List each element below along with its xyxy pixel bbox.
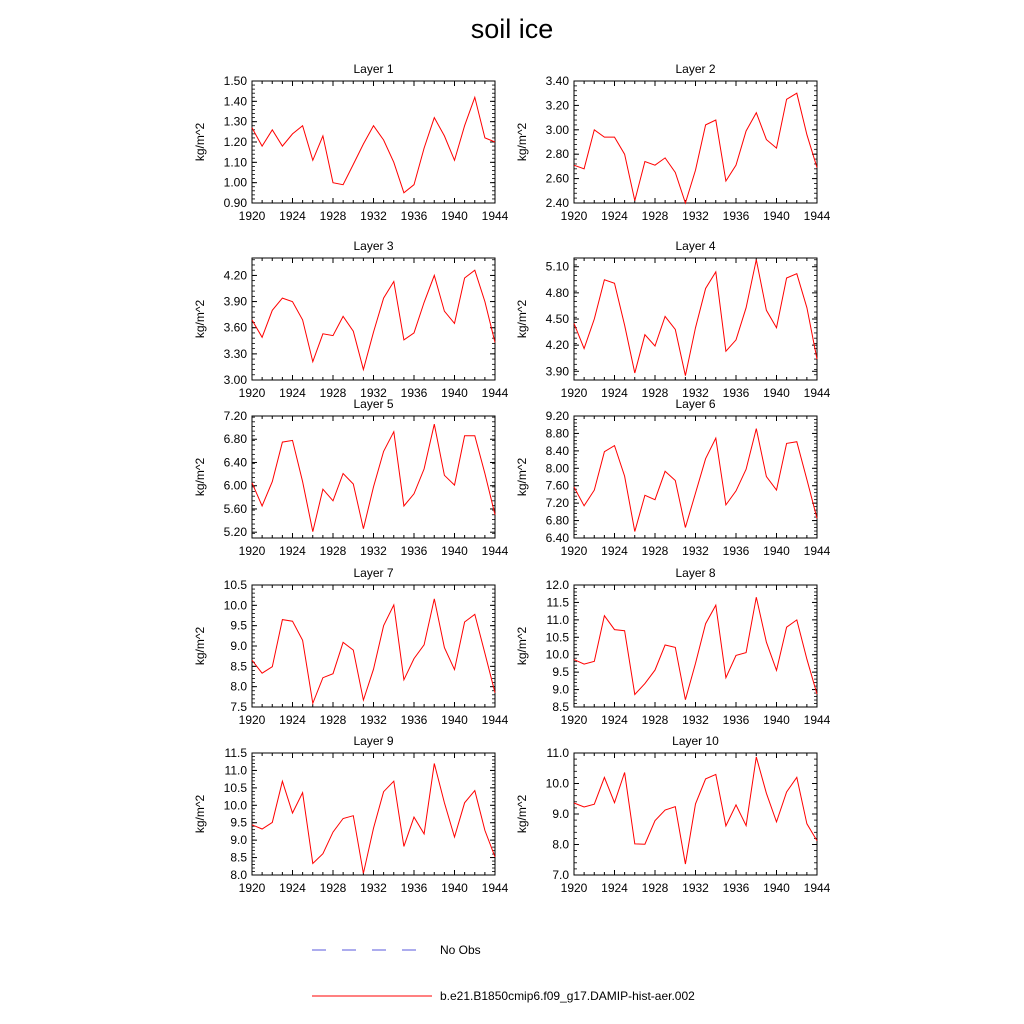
y-tick-label: 1.00 [223, 175, 247, 190]
x-tick-label: 1944 [803, 544, 831, 558]
panel-2 [515, 62, 831, 223]
x-tick-label: 1932 [360, 386, 387, 400]
x-tick-label: 1924 [279, 713, 306, 727]
panel-title: Layer 3 [353, 239, 394, 253]
y-tick-label: 3.00 [223, 373, 247, 387]
x-tick-label: 1920 [560, 713, 588, 727]
y-tick-label: 11.5 [224, 746, 247, 760]
legend-label-model: b.e21.B1850cmip6.f09_g17.DAMIP-hist-aer.002 [440, 989, 695, 1003]
y-tick-label: 7.20 [223, 409, 247, 423]
legend-label-no-obs: No Obs [440, 943, 481, 957]
y-tick-label: 3.00 [545, 122, 569, 137]
y-axis-label: kg/m^2 [193, 457, 207, 497]
plot-frame [252, 753, 495, 875]
series-line [574, 597, 817, 700]
x-tick-label: 1936 [400, 713, 428, 727]
x-tick-label: 1940 [441, 386, 468, 400]
x-tick-label: 1920 [560, 881, 588, 895]
y-tick-label: 3.40 [545, 74, 569, 88]
x-tick-label: 1940 [763, 881, 790, 895]
y-tick-label: 1.30 [223, 114, 247, 129]
x-tick-label: 1928 [641, 881, 669, 895]
x-tick-label: 1928 [319, 209, 347, 223]
panel-8 [515, 566, 831, 727]
x-tick-label: 1944 [481, 881, 509, 895]
y-tick-label: 4.20 [545, 338, 569, 353]
x-tick-label: 1920 [560, 386, 588, 400]
plot-frame [574, 416, 817, 538]
x-tick-label: 1932 [682, 386, 709, 400]
plot-frame [252, 258, 495, 380]
y-tick-label: 9.0 [230, 833, 247, 848]
y-tick-label: 8.0 [230, 679, 247, 694]
y-axis-label: kg/m^2 [193, 794, 207, 834]
panel-title: Layer 1 [353, 62, 394, 76]
x-tick-label: 1924 [601, 544, 628, 558]
y-tick-label: 10.0 [545, 647, 569, 662]
y-tick-label: 7.5 [230, 700, 247, 714]
x-tick-label: 1932 [682, 713, 709, 727]
x-tick-label: 1920 [560, 544, 588, 558]
y-tick-label: 8.80 [545, 426, 569, 441]
y-tick-label: 10.5 [223, 578, 247, 592]
y-tick-label: 1.10 [223, 155, 247, 170]
x-tick-label: 1936 [400, 386, 428, 400]
y-tick-label: 10.5 [545, 630, 569, 645]
x-tick-label: 1932 [360, 713, 387, 727]
x-tick-label: 1924 [279, 881, 306, 895]
y-tick-label: 12.0 [545, 578, 569, 592]
y-tick-label: 4.20 [223, 268, 247, 283]
series-line [574, 757, 817, 864]
y-axis-label: kg/m^2 [193, 299, 207, 339]
y-tick-label: 6.40 [223, 455, 247, 470]
y-tick-label: 9.5 [230, 618, 247, 633]
y-tick-label: 11.0 [546, 746, 569, 760]
x-tick-label: 1928 [641, 544, 669, 558]
x-tick-label: 1944 [803, 209, 831, 223]
y-tick-label: 3.90 [223, 294, 247, 309]
x-tick-label: 1928 [319, 544, 347, 558]
panel-title: Layer 10 [672, 734, 719, 748]
y-axis-label: kg/m^2 [515, 299, 529, 339]
y-tick-label: 3.20 [545, 98, 569, 113]
x-tick-label: 1928 [641, 386, 669, 400]
x-tick-label: 1928 [319, 881, 347, 895]
y-tick-label: 2.80 [545, 147, 569, 162]
plot-frame [252, 585, 495, 707]
y-tick-label: 7.60 [545, 478, 569, 493]
y-tick-label: 11.5 [546, 595, 569, 610]
plot-frame [252, 81, 495, 203]
x-tick-label: 1924 [279, 209, 306, 223]
panel-title: Layer 9 [353, 734, 394, 748]
y-tick-label: 3.60 [223, 320, 247, 335]
x-tick-label: 1940 [763, 386, 790, 400]
y-tick-label: 1.40 [223, 94, 247, 109]
y-tick-label: 7.20 [545, 496, 569, 511]
panel-5 [193, 397, 509, 558]
plot-frame [574, 753, 817, 875]
y-tick-label: 2.60 [545, 171, 569, 186]
y-tick-label: 1.50 [223, 74, 247, 88]
y-tick-label: 8.5 [230, 850, 247, 865]
x-tick-label: 1944 [803, 713, 831, 727]
x-tick-label: 1928 [641, 209, 669, 223]
x-tick-label: 1920 [560, 209, 588, 223]
panel-10 [515, 734, 831, 895]
x-tick-label: 1936 [722, 881, 750, 895]
panel-6 [515, 397, 831, 558]
x-tick-label: 1940 [441, 209, 468, 223]
x-tick-label: 1932 [360, 209, 387, 223]
y-tick-label: 11.0 [546, 612, 569, 627]
x-tick-label: 1920 [238, 209, 266, 223]
y-tick-label: 4.50 [545, 312, 569, 326]
x-tick-label: 1920 [238, 386, 266, 400]
y-axis-label: kg/m^2 [515, 457, 529, 497]
x-tick-label: 1944 [803, 386, 831, 400]
series-line [574, 260, 817, 376]
x-tick-label: 1932 [360, 881, 387, 895]
y-tick-label: 4.80 [545, 285, 569, 300]
panel-1 [193, 62, 509, 223]
y-tick-label: 8.5 [230, 659, 247, 674]
y-tick-label: 8.0 [552, 837, 569, 852]
x-tick-label: 1924 [601, 386, 628, 400]
x-tick-label: 1940 [763, 713, 790, 727]
x-tick-label: 1928 [319, 386, 347, 400]
series-line [252, 764, 495, 874]
y-tick-label: 2.40 [545, 196, 569, 210]
legend [312, 943, 695, 1003]
plot-frame [252, 416, 495, 538]
x-tick-label: 1936 [400, 544, 428, 558]
x-tick-label: 1924 [601, 713, 628, 727]
y-tick-label: 11.0 [224, 763, 247, 778]
x-tick-label: 1924 [601, 209, 628, 223]
x-tick-label: 1920 [238, 544, 266, 558]
panel-title: Layer 7 [353, 566, 394, 580]
x-tick-label: 1920 [238, 881, 266, 895]
y-axis-label: kg/m^2 [193, 626, 207, 666]
x-tick-label: 1940 [763, 209, 790, 223]
y-tick-label: 9.0 [552, 807, 569, 821]
y-tick-label: 8.0 [230, 868, 247, 882]
series-line [574, 429, 817, 532]
panel-9 [193, 734, 509, 895]
x-tick-label: 1924 [279, 544, 306, 558]
y-tick-label: 8.5 [552, 700, 569, 714]
x-tick-label: 1936 [722, 713, 750, 727]
x-tick-label: 1924 [601, 881, 628, 895]
x-tick-label: 1932 [682, 544, 709, 558]
panel-title: Layer 2 [675, 62, 716, 76]
y-tick-label: 9.5 [552, 665, 569, 680]
x-tick-label: 1944 [481, 386, 509, 400]
y-tick-label: 8.00 [545, 461, 569, 476]
y-axis-label: kg/m^2 [515, 794, 529, 834]
x-tick-label: 1932 [682, 209, 709, 223]
x-tick-label: 1936 [400, 209, 428, 223]
y-tick-label: 9.0 [230, 639, 247, 653]
series-line [252, 270, 495, 369]
x-tick-label: 1932 [682, 881, 709, 895]
series-line [252, 97, 495, 193]
y-tick-label: 6.80 [223, 432, 247, 447]
x-tick-label: 1940 [763, 544, 790, 558]
y-tick-label: 10.0 [223, 598, 247, 613]
x-tick-label: 1936 [722, 544, 750, 558]
y-axis-label: kg/m^2 [515, 122, 529, 162]
panel-title: Layer 8 [675, 566, 716, 580]
y-tick-label: 9.5 [230, 815, 247, 830]
x-tick-label: 1936 [722, 386, 750, 400]
x-tick-label: 1920 [238, 713, 266, 727]
y-tick-label: 10.5 [223, 780, 247, 795]
x-tick-label: 1944 [481, 713, 509, 727]
x-tick-label: 1944 [481, 209, 509, 223]
plot-frame [574, 258, 817, 380]
series-line [574, 93, 817, 203]
x-tick-label: 1944 [481, 544, 509, 558]
y-tick-label: 9.20 [545, 409, 569, 423]
y-tick-label: 5.20 [223, 525, 247, 540]
x-tick-label: 1936 [722, 209, 750, 223]
panel-7 [193, 566, 509, 727]
panel-title: Layer 5 [353, 397, 394, 411]
series-line [252, 599, 495, 704]
y-tick-label: 9.0 [552, 682, 569, 697]
panel-title: Layer 6 [675, 397, 716, 411]
y-tick-label: 3.30 [223, 346, 247, 361]
y-tick-label: 5.10 [545, 259, 569, 274]
x-tick-label: 1940 [441, 544, 468, 558]
y-tick-label: 5.60 [223, 501, 247, 516]
x-tick-label: 1944 [803, 881, 831, 895]
y-tick-label: 10.0 [223, 798, 247, 813]
y-tick-label: 6.40 [545, 531, 569, 545]
plot-frame [574, 81, 817, 203]
figure-title: soil ice [470, 14, 554, 44]
x-tick-label: 1928 [641, 713, 669, 727]
y-axis-label: kg/m^2 [515, 626, 529, 666]
x-tick-label: 1932 [360, 544, 387, 558]
series-line [252, 424, 495, 531]
y-tick-label: 8.40 [545, 443, 569, 458]
x-tick-label: 1940 [441, 881, 468, 895]
panels-group [193, 62, 831, 895]
x-tick-label: 1924 [279, 386, 306, 400]
x-tick-label: 1940 [441, 713, 468, 727]
plot-frame [574, 585, 817, 707]
y-tick-label: 6.00 [223, 478, 247, 493]
y-tick-label: 3.90 [545, 364, 569, 379]
y-axis-label: kg/m^2 [193, 122, 207, 162]
x-tick-label: 1936 [400, 881, 428, 895]
panel-title: Layer 4 [675, 239, 716, 253]
y-tick-label: 10.0 [545, 776, 569, 791]
y-tick-label: 0.90 [223, 196, 247, 210]
panel-3 [193, 239, 509, 400]
x-tick-label: 1928 [319, 713, 347, 727]
y-tick-label: 7.0 [552, 868, 569, 882]
panel-4 [515, 239, 831, 400]
y-tick-label: 6.80 [545, 513, 569, 528]
y-tick-label: 1.20 [223, 135, 247, 149]
